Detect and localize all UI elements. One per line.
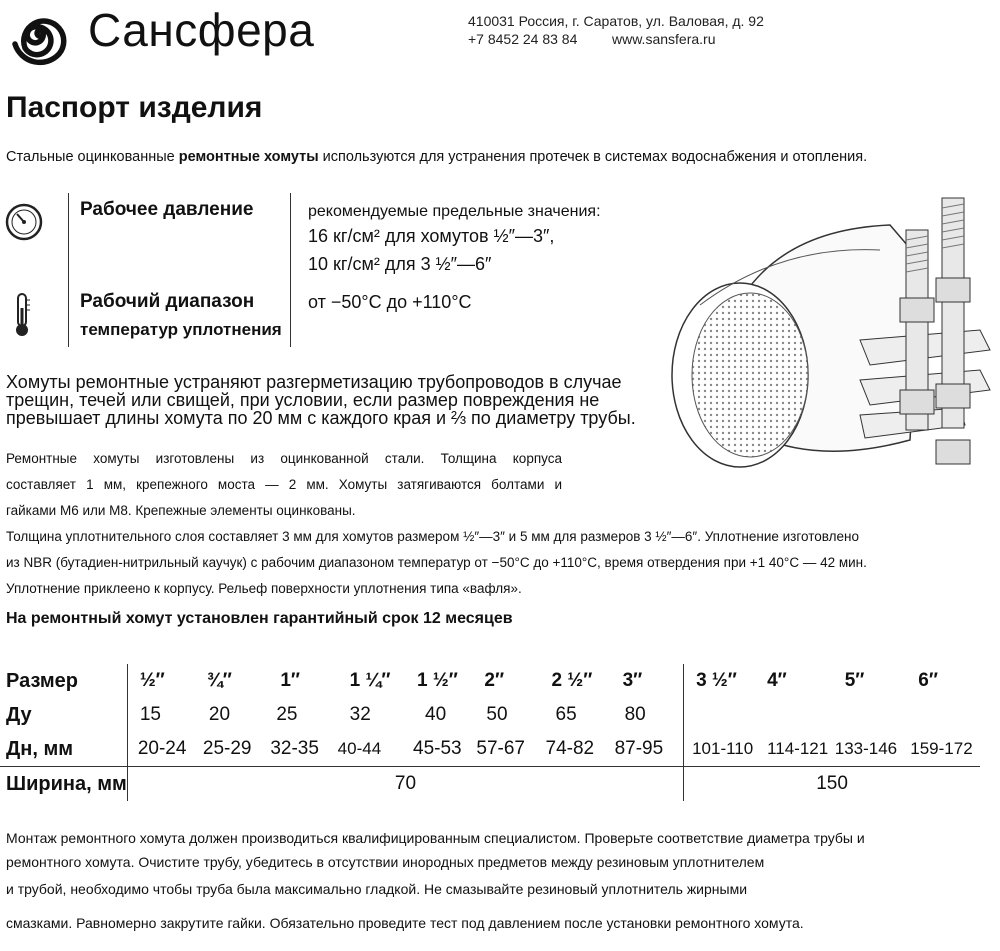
install-text-1: Монтаж ремонтного хомута должен производиться квалифицированным специалистом. Проверьте соответствие диаметра трубы и (6, 830, 865, 846)
install-text-4: смазками. Равномерно закрутите гайки. Обязательно проведите тест под давлением после установки ремонтного хомута. (6, 915, 804, 931)
pressure-desc: рекомендуемые предельные значения: (308, 203, 601, 220)
company-address: 410031 Россия, г. Саратов, ул. Валовая, д. 92 (468, 13, 764, 29)
install-text-3: и трубой, необходимо чтобы труба была максимально гладкой. Не смазывайте резиновый уплотнитель жирными (6, 881, 748, 897)
pressure-gauge-icon (4, 202, 44, 242)
table-row-dn: Дн, мм 20-24 25-29 32-35 40-44 45-53 57-67 74-82 87-95 101-110 114-121 133-146 159-172 (0, 732, 980, 767)
table-row-width: Ширина, мм 70 150 (0, 767, 980, 802)
pressure-value-small: 16 кг/см² для хомутов ½″—3″, (308, 226, 555, 246)
material-description: Ремонтные хомуты изготовлены из оцинкованной стали. Толщина корпуса составляет 1 мм, крепежного моста — 2 мм. Хомуты затягиваются болтами и гайками М6 или М8. Крепежные элементы оцинкованы. (6, 451, 562, 518)
table-row-du: Ду 15 20 25 32 40 50 65 80 (0, 698, 980, 732)
brand-name: Сансфера (88, 4, 315, 56)
intro-text: Стальные оцинкованные ремонтные хомуты используются для устранения протечек в системах водоснабжения и отопления. (6, 149, 868, 165)
temp-label: Рабочий диапазон (80, 291, 255, 312)
company-phone: +7 8452 24 83 84 (468, 31, 578, 47)
spec-divider-left (68, 193, 69, 347)
pressure-value-large: 10 кг/см² для 3 ½″—6″ (308, 254, 492, 274)
seal-description: Толщина уплотнительного слоя составляет 3 мм для хомутов размером ½″—3″ и 5 мм для размеров 3 ½″—6″. Уплотнение изготовлено из NBR (бутадиен-нитрильный каучук) с рабочим диапазоном температур от −50°С до +110°С, время отвердения при +1 40°С — 42 мин. Уплотнение приклеено к корпусу. Рельеф поверхности уплотнения типа «вафля». (6, 529, 867, 596)
sizes-table (0, 664, 980, 801)
install-text-2: ремонтного хомута. Очистите трубу, убедитесь в отсутствии инородных предметов между резиновым уплотнителем (6, 854, 765, 870)
thermometer-icon (10, 292, 34, 338)
temp-value: от −50°С до +110°С (308, 292, 472, 312)
spec-divider-right (290, 193, 291, 347)
temp-sublabel: температур уплотнения (80, 320, 282, 339)
company-website[interactable]: www.sansfera.ru (612, 31, 716, 47)
page-title: Паспорт изделия (6, 91, 263, 124)
warranty-text: На ремонтный хомут установлен гарантийный срок 12 месяцев (6, 610, 513, 627)
repair-description: Хомуты ремонтные устраняют разгерметизацию трубопроводов в случае трещин, течей или свищей, при условии, если размер повреждения не превышает длины хомута по 20 мм с каждого края и ⅔ по диаметру трубы. (6, 372, 636, 428)
table-row-size: Размер ½″ ¾″ 1″ 1 ¼″ 1 ½″ 2″ 2 ½″ 3″ 3 ½″ 4″ 5″ 6″ (0, 664, 980, 698)
repair-clamp-illustration (660, 190, 1000, 480)
pressure-label: Рабочее давление (80, 199, 254, 220)
brand-logo-icon (4, 0, 74, 70)
